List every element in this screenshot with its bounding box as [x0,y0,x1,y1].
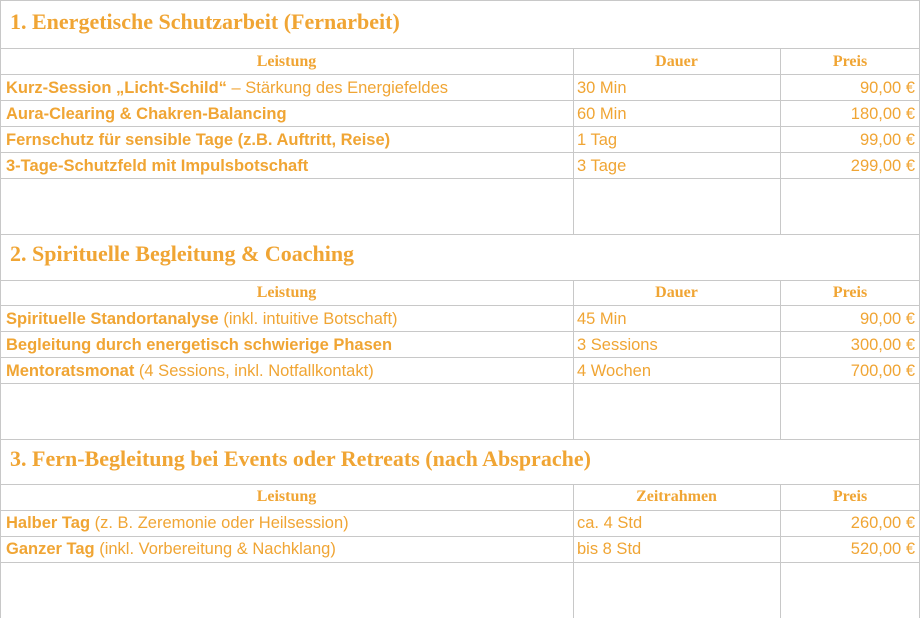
table-row-zeitrahmen: bis 8 Std [577,540,642,558]
header-preis: Preis [832,284,868,301]
section-2-title: 2. Spirituelle Begleitung & Coaching [10,241,355,266]
column-divider [573,280,574,439]
divider [0,74,920,75]
table-row-leistung: Ganzer Tag (inkl. Vorbereitung & Nachklang) [6,540,336,558]
table-row-leistung: Spirituelle Standortanalyse (inkl. intuitive Botschaft) [6,310,398,328]
divider [0,439,920,440]
header-zeitrahmen: Zeitrahmen [636,488,717,505]
divider [0,178,920,179]
header-dauer: Dauer [655,284,698,301]
header-preis: Preis [832,53,868,70]
header-leistung: Leistung [256,488,317,505]
table-row-preis: 520,00 € [850,540,915,558]
table-row-leistung: Begleitung durch energetisch schwierige Phasen [6,336,393,354]
table-row-dauer: 45 Min [577,310,627,328]
column-divider [573,484,574,618]
divider [0,305,920,306]
table-row-leistung: Kurz-Session „Licht-Schild“ – Stärkung des Energiefeldes [6,79,448,97]
table-row-dauer: 60 Min [577,105,627,123]
table-row-leistung: Halber Tag (z. B. Zeremonie oder Heilsession) [6,514,349,532]
table-row-zeitrahmen: ca. 4 Std [577,514,643,532]
divider [0,100,920,101]
table-row-preis: 299,00 € [850,157,915,175]
border-top [0,0,920,1]
divider [0,562,920,563]
table-row-dauer: 4 Wochen [577,362,651,380]
section-1-title: 1. Energetische Schutzarbeit (Fernarbeit) [10,9,400,34]
table-row-preis: 300,00 € [850,336,915,354]
table-row-leistung: Aura-Clearing & Chakren-Balancing [6,105,287,123]
table-row-dauer: 3 Tage [577,157,627,175]
divider [0,331,920,332]
column-divider [780,280,781,439]
table-row-preis: 90,00 € [859,79,915,97]
table-row-dauer: 1 Tag [577,131,618,149]
table-row-preis: 180,00 € [850,105,915,123]
column-divider [780,484,781,618]
divider [0,383,920,384]
section-3-title: 3. Fern-Begleitung bei Events oder Retreats (nach Absprache) [10,446,591,471]
column-divider [573,48,574,234]
divider [0,152,920,153]
table-row-leistung: Fernschutz für sensible Tage (z.B. Auftritt, Reise) [6,131,391,149]
table-row-dauer: 3 Sessions [577,336,658,354]
table-row-preis: 260,00 € [850,514,915,532]
divider [0,357,920,358]
header-leistung: Leistung [256,284,317,301]
header-dauer: Dauer [655,53,698,70]
divider [0,48,920,49]
border-left [0,0,1,618]
column-divider [780,48,781,234]
divider [0,234,920,235]
header-preis: Preis [832,488,868,505]
table-row-preis: 90,00 € [859,310,915,328]
table-row-leistung: 3-Tage-Schutzfeld mit Impulsbotschaft [6,157,309,175]
table-row-preis: 99,00 € [859,131,915,149]
table-row-preis: 700,00 € [850,362,915,380]
table-row-leistung: Mentoratsmonat (4 Sessions, inkl. Notfallkontakt) [6,362,374,380]
divider [0,126,920,127]
header-leistung: Leistung [256,53,317,70]
table-row-dauer: 30 Min [577,79,627,97]
